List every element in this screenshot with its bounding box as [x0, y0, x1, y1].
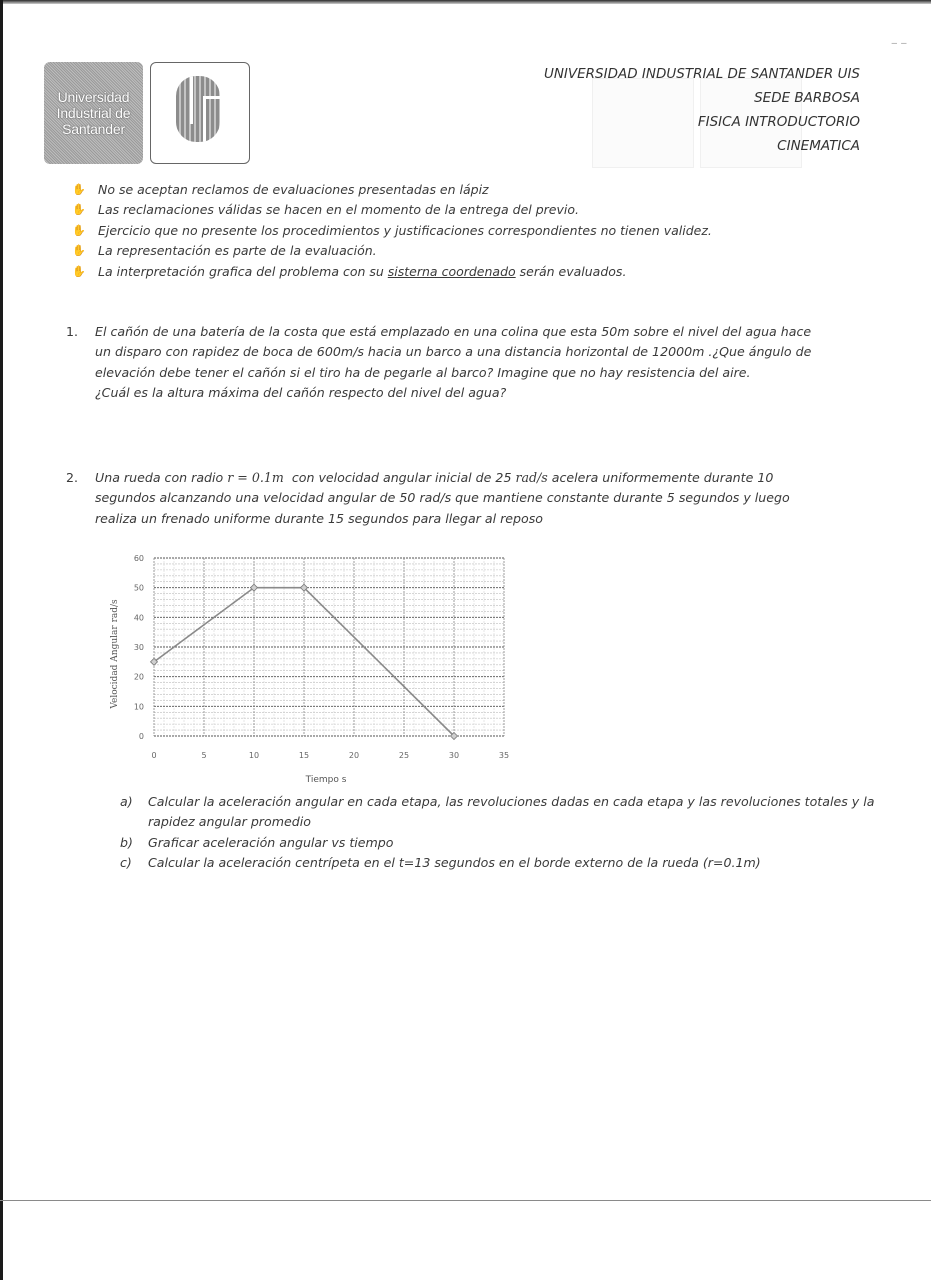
svg-text:0: 0: [151, 751, 157, 760]
question-1: [66, 322, 857, 403]
svg-text:40: 40: [133, 613, 144, 623]
rule-item: [72, 220, 712, 241]
page-edge-line: [0, 1200, 931, 1201]
svg-text:20: 20: [348, 751, 360, 760]
exam-rules-list: [72, 179, 712, 282]
rule-text: serán evaluados.: [515, 263, 627, 279]
hand-icon: ✋: [72, 223, 86, 237]
logo-text-line: Santander: [62, 121, 125, 137]
logo-text-line: Universidad: [57, 89, 130, 105]
math-unit: rad/s: [515, 470, 548, 485]
hand-icon: ✋: [72, 203, 86, 217]
x-axis-ticks: [151, 751, 509, 760]
svg-text:30: 30: [448, 751, 460, 760]
svg-text:10: 10: [248, 751, 260, 760]
question-text-line: El cañón de una batería de la costa que está emplazado en una colina que esta 50m sobre el nivel del agua hace: [95, 324, 812, 339]
math-radius: r = 0.1m: [227, 470, 284, 485]
question-text-line: elevación debe tener el cañón si el tiro ha de pegarle al barco? Imagine que no hay resistencia del aire.: [95, 364, 751, 380]
y-axis-ticks: [134, 554, 144, 741]
uis-emblem-logo: [150, 62, 250, 164]
question-number: 2.: [66, 470, 79, 485]
course-header: [544, 62, 860, 158]
sub-question-b: [120, 833, 888, 853]
rule-text: La representación es parte de la evaluación.: [98, 243, 377, 259]
text-fragment: con velocidad angular inicial de 25: [283, 470, 516, 485]
rule-text: La interpretación grafica del problema con su: [98, 263, 388, 279]
rule-item: [72, 241, 712, 262]
svg-text:0: 0: [138, 732, 144, 741]
y-axis-label: Velocidad Angular rad/s: [110, 599, 120, 709]
question-number: 1.: [66, 324, 79, 339]
question-text-line: segundos alcanzando una velocidad angular de 50 rad/s que mantiene constante durante 5 segundos y luego: [95, 490, 790, 506]
text-fragment: acelera uniformemente durante 10: [547, 470, 774, 485]
hand-icon: ✋: [72, 182, 86, 196]
svg-text:20: 20: [133, 672, 144, 682]
sub-question-a: [120, 792, 888, 833]
x-axis-label: Tiempo s: [305, 775, 347, 785]
rule-text-underlined: sisterna coordenado: [387, 263, 516, 279]
chart-grid-major: [154, 558, 504, 736]
sub-question-c: [120, 853, 888, 873]
logo-text-line: Industrial de: [56, 105, 131, 121]
rule-text: Las reclamaciones válidas se hacen en el momento de la entrega del previo.: [98, 202, 579, 218]
sub-question-label: c): [120, 854, 132, 870]
text-fragment: Una rueda con radio: [95, 470, 228, 485]
question-text-line: realiza un frenado uniforme durante 15 segundos para llegar al reposo: [95, 510, 543, 526]
rule-item: [72, 261, 712, 282]
header-campus: SEDE BARBOSA: [754, 90, 860, 106]
svg-text:25: 25: [398, 751, 410, 760]
sub-question-text: Calcular la aceleración centrípeta en el t=13 segundos en el borde externo de la rueda (r=0.1m): [148, 854, 761, 870]
university-logo: [44, 62, 143, 164]
svg-text:5: 5: [201, 751, 207, 760]
question-text-line: [95, 468, 857, 488]
rule-text: Ejercicio que no presente los procedimientos y justificaciones correspondientes no tienen validez.: [98, 222, 712, 238]
rule-item: [72, 200, 712, 221]
sub-question-text: Calcular la aceleración angular en cada etapa, las revoluciones dadas en cada etapa y las revoluciones totales y la rapidez angular promedio: [148, 794, 875, 830]
hand-icon: ✋: [72, 244, 86, 258]
svg-text:35: 35: [498, 751, 510, 760]
header-university: UNIVERSIDAD INDUSTRIAL DE SANTANDER UIS: [543, 66, 860, 82]
question-text-line: un disparo con rapidez de boca de 600m/s hacia un barco a una distancia horizontal de 12000m .¿Que ángulo de: [95, 344, 812, 360]
sub-questions: [120, 792, 888, 873]
sub-question-label: b): [120, 834, 133, 850]
question-text-line: ¿Cuál es la altura máxima del cañón respecto del nivel del agua?: [95, 384, 507, 400]
scan-edge-left: [0, 0, 3, 1280]
svg-text:15: 15: [298, 751, 310, 760]
hand-icon: ✋: [72, 264, 86, 278]
question-2: [66, 468, 857, 529]
angular-velocity-chart: [104, 550, 524, 790]
rule-text: No se aceptan reclamos de evaluaciones presentadas en lápiz: [98, 181, 489, 197]
sub-question-label: a): [120, 794, 133, 809]
header-topic: CINEMATICA: [777, 138, 860, 154]
sub-question-text: Graficar aceleración angular vs tiempo: [148, 834, 394, 850]
uis-emblem-icon: [176, 76, 220, 142]
svg-text:60: 60: [133, 554, 144, 563]
svg-text:30: 30: [133, 643, 144, 652]
rule-item: [72, 179, 712, 200]
header-course: FISICA INTRODUCTORIO: [697, 114, 860, 130]
scan-artifact: ‒ ‒: [891, 38, 907, 49]
svg-text:50: 50: [133, 583, 144, 593]
svg-text:10: 10: [133, 702, 144, 712]
scan-edge-top: [0, 0, 931, 4]
